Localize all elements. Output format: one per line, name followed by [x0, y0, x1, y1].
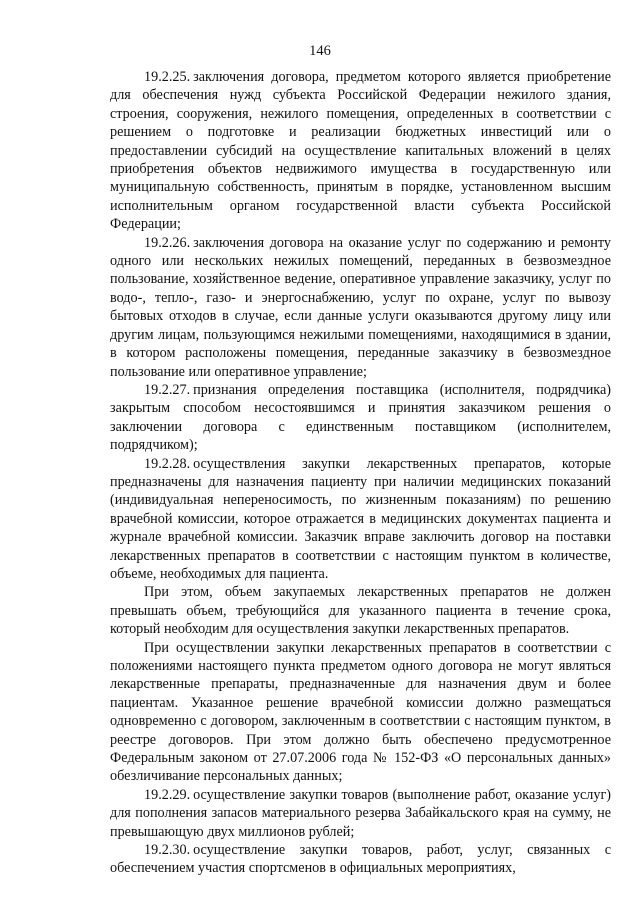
clause-number: 19.2.26. — [144, 234, 191, 251]
paragraph-19-2-27 — [110, 381, 611, 455]
clause-number: 19.2.28. — [144, 455, 191, 472]
paragraph-text: При этом, объем закупаемых лекарственных препаратов не должен превышать объем, требующийся для указанного пациента в течение срока, который необходим для осуществления закупки лекарственных препаратов. — [110, 584, 611, 638]
paragraph-text: осуществление закупки товаров, работ, услуг, связанных с обеспечением участия спортсменов в официальных мероприятиях, — [110, 842, 611, 877]
paragraph-19-2-28 — [110, 455, 611, 584]
paragraph-19-2-26 — [110, 234, 611, 381]
paragraph-text: осуществления закупки лекарственных препаратов, которые предназначены для назначения пациенту при наличии медицинских показаний (индивидуальная непереносимость, по жизненным показаниям) по решению врачебной комиссии, которое отражается в медицинских документах пациента и журнале врачебной комиссии. Заказчик вправе заключить договор на поставки лекарственных препаратов в соответствии с настоящим пунктом в количестве, объеме, необходимых для пациента. — [110, 455, 611, 582]
paragraph-19-2-29 — [110, 786, 611, 841]
page-number: 146 — [309, 43, 331, 59]
paragraph-volume-limit — [110, 583, 611, 638]
clause-number: 19.2.29. — [144, 786, 191, 803]
paragraph-procurement-conditions — [110, 639, 611, 786]
paragraph-text: заключения договора на оказание услуг по содержанию и ремонту одного или нескольких нежилых помещений, переданных в безвозмездное пользование, хозяйственное ведение, оперативное управление заказчику, услуг по водо-, тепло-, газо- и энергоснабжению, услуг по охране, услуг по вывозу бытовых отходов в случае, если данные услуги оказываются другому лицу или другим лицам, пользующимся нежилыми помещениями, находящимися в здании, в котором расположены помещения, переданные заказчику в безвозмездное пользование или оперативное управление; — [110, 234, 611, 380]
paragraph-text: При осуществлении закупки лекарственных препаратов в соответствии с положениями настоящего пункта предметом одного договора не могут являться лекарственные препараты, предназначенные для назначения двум и более пациентам. Указанное решение врачебной комиссии должно размещаться одновременно с договором, заключенным в соответствии с настоящим пунктом, в реестре договоров. При этом должно быть обеспечено предусмотренное Федеральным законом от 27.07.2006 года № 152-ФЗ «О персональных данных» обезличивание персональных данных; — [110, 639, 611, 785]
paragraph-19-2-30 — [110, 841, 611, 878]
paragraph-19-2-25 — [110, 68, 611, 234]
clause-number: 19.2.30. — [144, 842, 191, 859]
paragraph-text: заключения договора, предметом которого является приобретение для обеспечения нужд субъекта Российской Федерации нежилого здания, строения, сооружения, нежилого помещения, определенных в соответствии с решением о подготовке и реализации бюджетных инвестиций или о предоставлении субсидий на осуществление капитальных вложений в целях приобретения объектов недвижимого имущества в государственную или муниципальную собственность, принятым в порядке, установленном высшим исполнительным органом государственной власти субъекта Российской Федерации; — [110, 69, 611, 233]
document-body — [110, 68, 611, 878]
clause-number: 19.2.25. — [144, 69, 191, 85]
paragraph-text: осуществление закупки товаров (выполнение работ, оказание услуг) для пополнения запасов материального резерва Забайкальского края на сумму, не превышающую двух миллионов рублей; — [110, 786, 611, 840]
clause-number: 19.2.27. — [144, 381, 191, 398]
paragraph-text: признания определения поставщика (исполнителя, подрядчика) закрытым способом несостоявшимся и принятия заказчиком решения о заключении договора с единственным поставщиком (исполнителем, подрядчиком); — [110, 381, 611, 454]
